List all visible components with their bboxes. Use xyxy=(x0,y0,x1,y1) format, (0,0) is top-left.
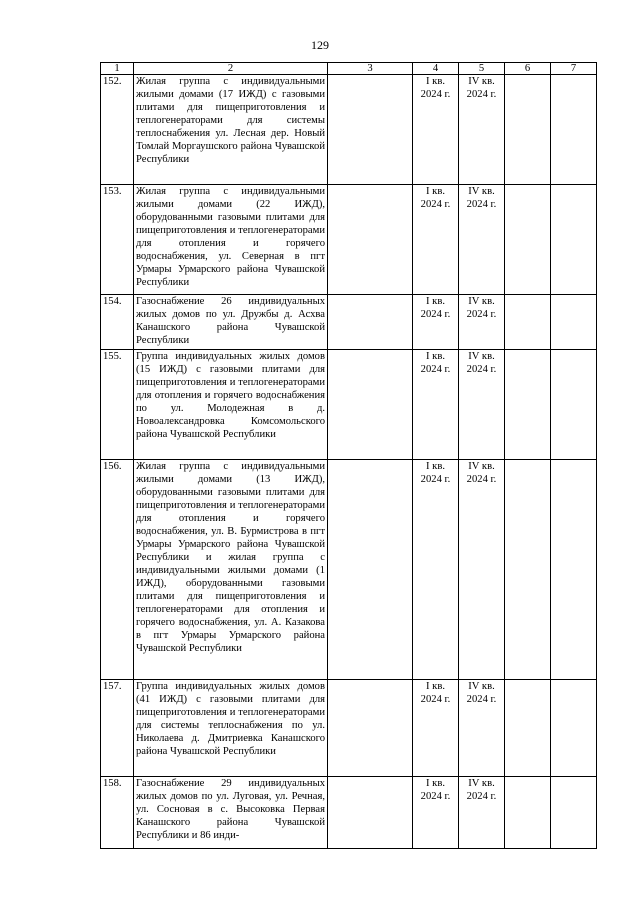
table-row xyxy=(101,295,597,350)
end-quarter: IV кв. xyxy=(468,681,495,692)
empty-cell xyxy=(505,295,551,350)
end-period xyxy=(459,777,505,849)
start-period xyxy=(413,75,459,185)
empty-cell xyxy=(551,680,597,777)
table-row xyxy=(101,777,597,849)
empty-cell xyxy=(551,460,597,680)
column-header: 4 xyxy=(413,63,459,75)
end-period xyxy=(459,295,505,350)
start-period xyxy=(413,460,459,680)
column-header-row xyxy=(101,63,597,75)
start-year: 2024 г. xyxy=(420,309,451,320)
column-header: 1 xyxy=(101,63,134,75)
row-number: 158. xyxy=(101,777,134,849)
empty-cell xyxy=(551,777,597,849)
row-number: 156. xyxy=(101,460,134,680)
empty-cell xyxy=(505,350,551,460)
end-quarter: IV кв. xyxy=(468,76,495,87)
end-quarter: IV кв. xyxy=(468,186,495,197)
object-description: Жилая группа с индивидуальными жилыми домами (17 ИЖД) с газовыми плитами для пищеприготовления и теплогенераторами для системы теплоснабжения ул. Лесная дер. Новый Томлай Моргаушского района Чувашской Республики xyxy=(134,75,328,185)
object-description: Группа индивидуальных жилых домов (41 ИЖД) с газовыми плитами для пищеприготовления и теплогенераторами для системы теплоснабжения по ул. Николаева д. Дмитриевка Канашского района Чувашской Республики xyxy=(134,680,328,777)
end-year: 2024 г. xyxy=(466,89,497,100)
end-year: 2024 г. xyxy=(466,309,497,320)
end-year: 2024 г. xyxy=(466,694,497,705)
start-quarter: I кв. xyxy=(426,351,445,362)
column-header: 6 xyxy=(505,63,551,75)
empty-cell xyxy=(505,460,551,680)
start-year: 2024 г. xyxy=(420,89,451,100)
table-row xyxy=(101,680,597,777)
empty-cell xyxy=(328,460,413,680)
object-description: Газоснабжение 26 индивидуальных жилых домов по ул. Дружбы д. Асхва Канашского района Чувашской Республики xyxy=(134,295,328,350)
table-row xyxy=(101,350,597,460)
empty-cell xyxy=(551,295,597,350)
object-description: Жилая группа с индивидуальными жилыми домами (22 ИЖД), оборудованными газовыми плитами для пищеприготовления и теплогенераторами для отопления и горячего водоснабжения, ул. Северная в пгт Урмары Урмарского района Чувашской Республики xyxy=(134,185,328,295)
empty-cell xyxy=(505,777,551,849)
empty-cell xyxy=(551,75,597,185)
empty-cell xyxy=(328,680,413,777)
empty-cell xyxy=(328,185,413,295)
row-number: 157. xyxy=(101,680,134,777)
empty-cell xyxy=(551,350,597,460)
row-number: 154. xyxy=(101,295,134,350)
start-year: 2024 г. xyxy=(420,694,451,705)
start-quarter: I кв. xyxy=(426,681,445,692)
column-header: 5 xyxy=(459,63,505,75)
end-period xyxy=(459,460,505,680)
empty-cell xyxy=(505,680,551,777)
empty-cell xyxy=(328,350,413,460)
start-period xyxy=(413,350,459,460)
table-row xyxy=(101,75,597,185)
end-period xyxy=(459,185,505,295)
start-quarter: I кв. xyxy=(426,186,445,197)
end-period xyxy=(459,350,505,460)
start-period xyxy=(413,777,459,849)
empty-cell xyxy=(551,185,597,295)
start-year: 2024 г. xyxy=(420,791,451,802)
end-quarter: IV кв. xyxy=(468,461,495,472)
start-quarter: I кв. xyxy=(426,461,445,472)
start-year: 2024 г. xyxy=(420,474,451,485)
page-number: 129 xyxy=(311,38,329,52)
empty-cell xyxy=(328,295,413,350)
end-year: 2024 г. xyxy=(466,791,497,802)
row-number: 155. xyxy=(101,350,134,460)
empty-cell xyxy=(505,185,551,295)
column-header: 2 xyxy=(134,63,328,75)
start-quarter: I кв. xyxy=(426,76,445,87)
end-quarter: IV кв. xyxy=(468,351,495,362)
empty-cell xyxy=(328,777,413,849)
table-row xyxy=(101,185,597,295)
column-header: 3 xyxy=(328,63,413,75)
object-description: Группа индивидуальных жилых домов (15 ИЖД) с газовыми плитами для пищеприготовления и теплогенераторами для отопления и горячего водоснабжения по ул. Молодежная в д. Новоалександровка Комсомольского района Чувашской Республики xyxy=(134,350,328,460)
row-number: 153. xyxy=(101,185,134,295)
end-year: 2024 г. xyxy=(466,364,497,375)
empty-cell xyxy=(328,75,413,185)
object-description: Газоснабжение 29 индивидуальных жилых домов по ул. Луговая, ул. Речная, ул. Сосновая в с. Высоковка Первая Канашского района Чувашской Республики и 86 инди- xyxy=(134,777,328,849)
end-quarter: IV кв. xyxy=(468,296,495,307)
start-quarter: I кв. xyxy=(426,296,445,307)
data-table xyxy=(100,62,597,849)
row-number: 152. xyxy=(101,75,134,185)
end-year: 2024 г. xyxy=(466,199,497,210)
object-description: Жилая группа с индивидуальными жилыми домами (13 ИЖД), оборудованными газовыми плитами для пищеприготовления и теплогенераторами для отопления и горячего водоснабжения, ул. В. Бурмистрова в пгт Урмары Урмарского района Чувашской Республики и жилая группа с индивидуальными жилыми домами (1 ИЖД), оборудованными газовыми плитами для пищеприготовления и теплогенераторами для отопления и горячего водоснабжения, ул. А. Казакова в пгт Урмары Урмарского района Чувашской Республики xyxy=(134,460,328,680)
end-quarter: IV кв. xyxy=(468,778,495,789)
table-row xyxy=(101,460,597,680)
start-year: 2024 г. xyxy=(420,199,451,210)
end-period xyxy=(459,680,505,777)
end-period xyxy=(459,75,505,185)
end-year: 2024 г. xyxy=(466,474,497,485)
start-period xyxy=(413,295,459,350)
start-year: 2024 г. xyxy=(420,364,451,375)
start-period xyxy=(413,185,459,295)
empty-cell xyxy=(505,75,551,185)
start-quarter: I кв. xyxy=(426,778,445,789)
column-header: 7 xyxy=(551,63,597,75)
start-period xyxy=(413,680,459,777)
